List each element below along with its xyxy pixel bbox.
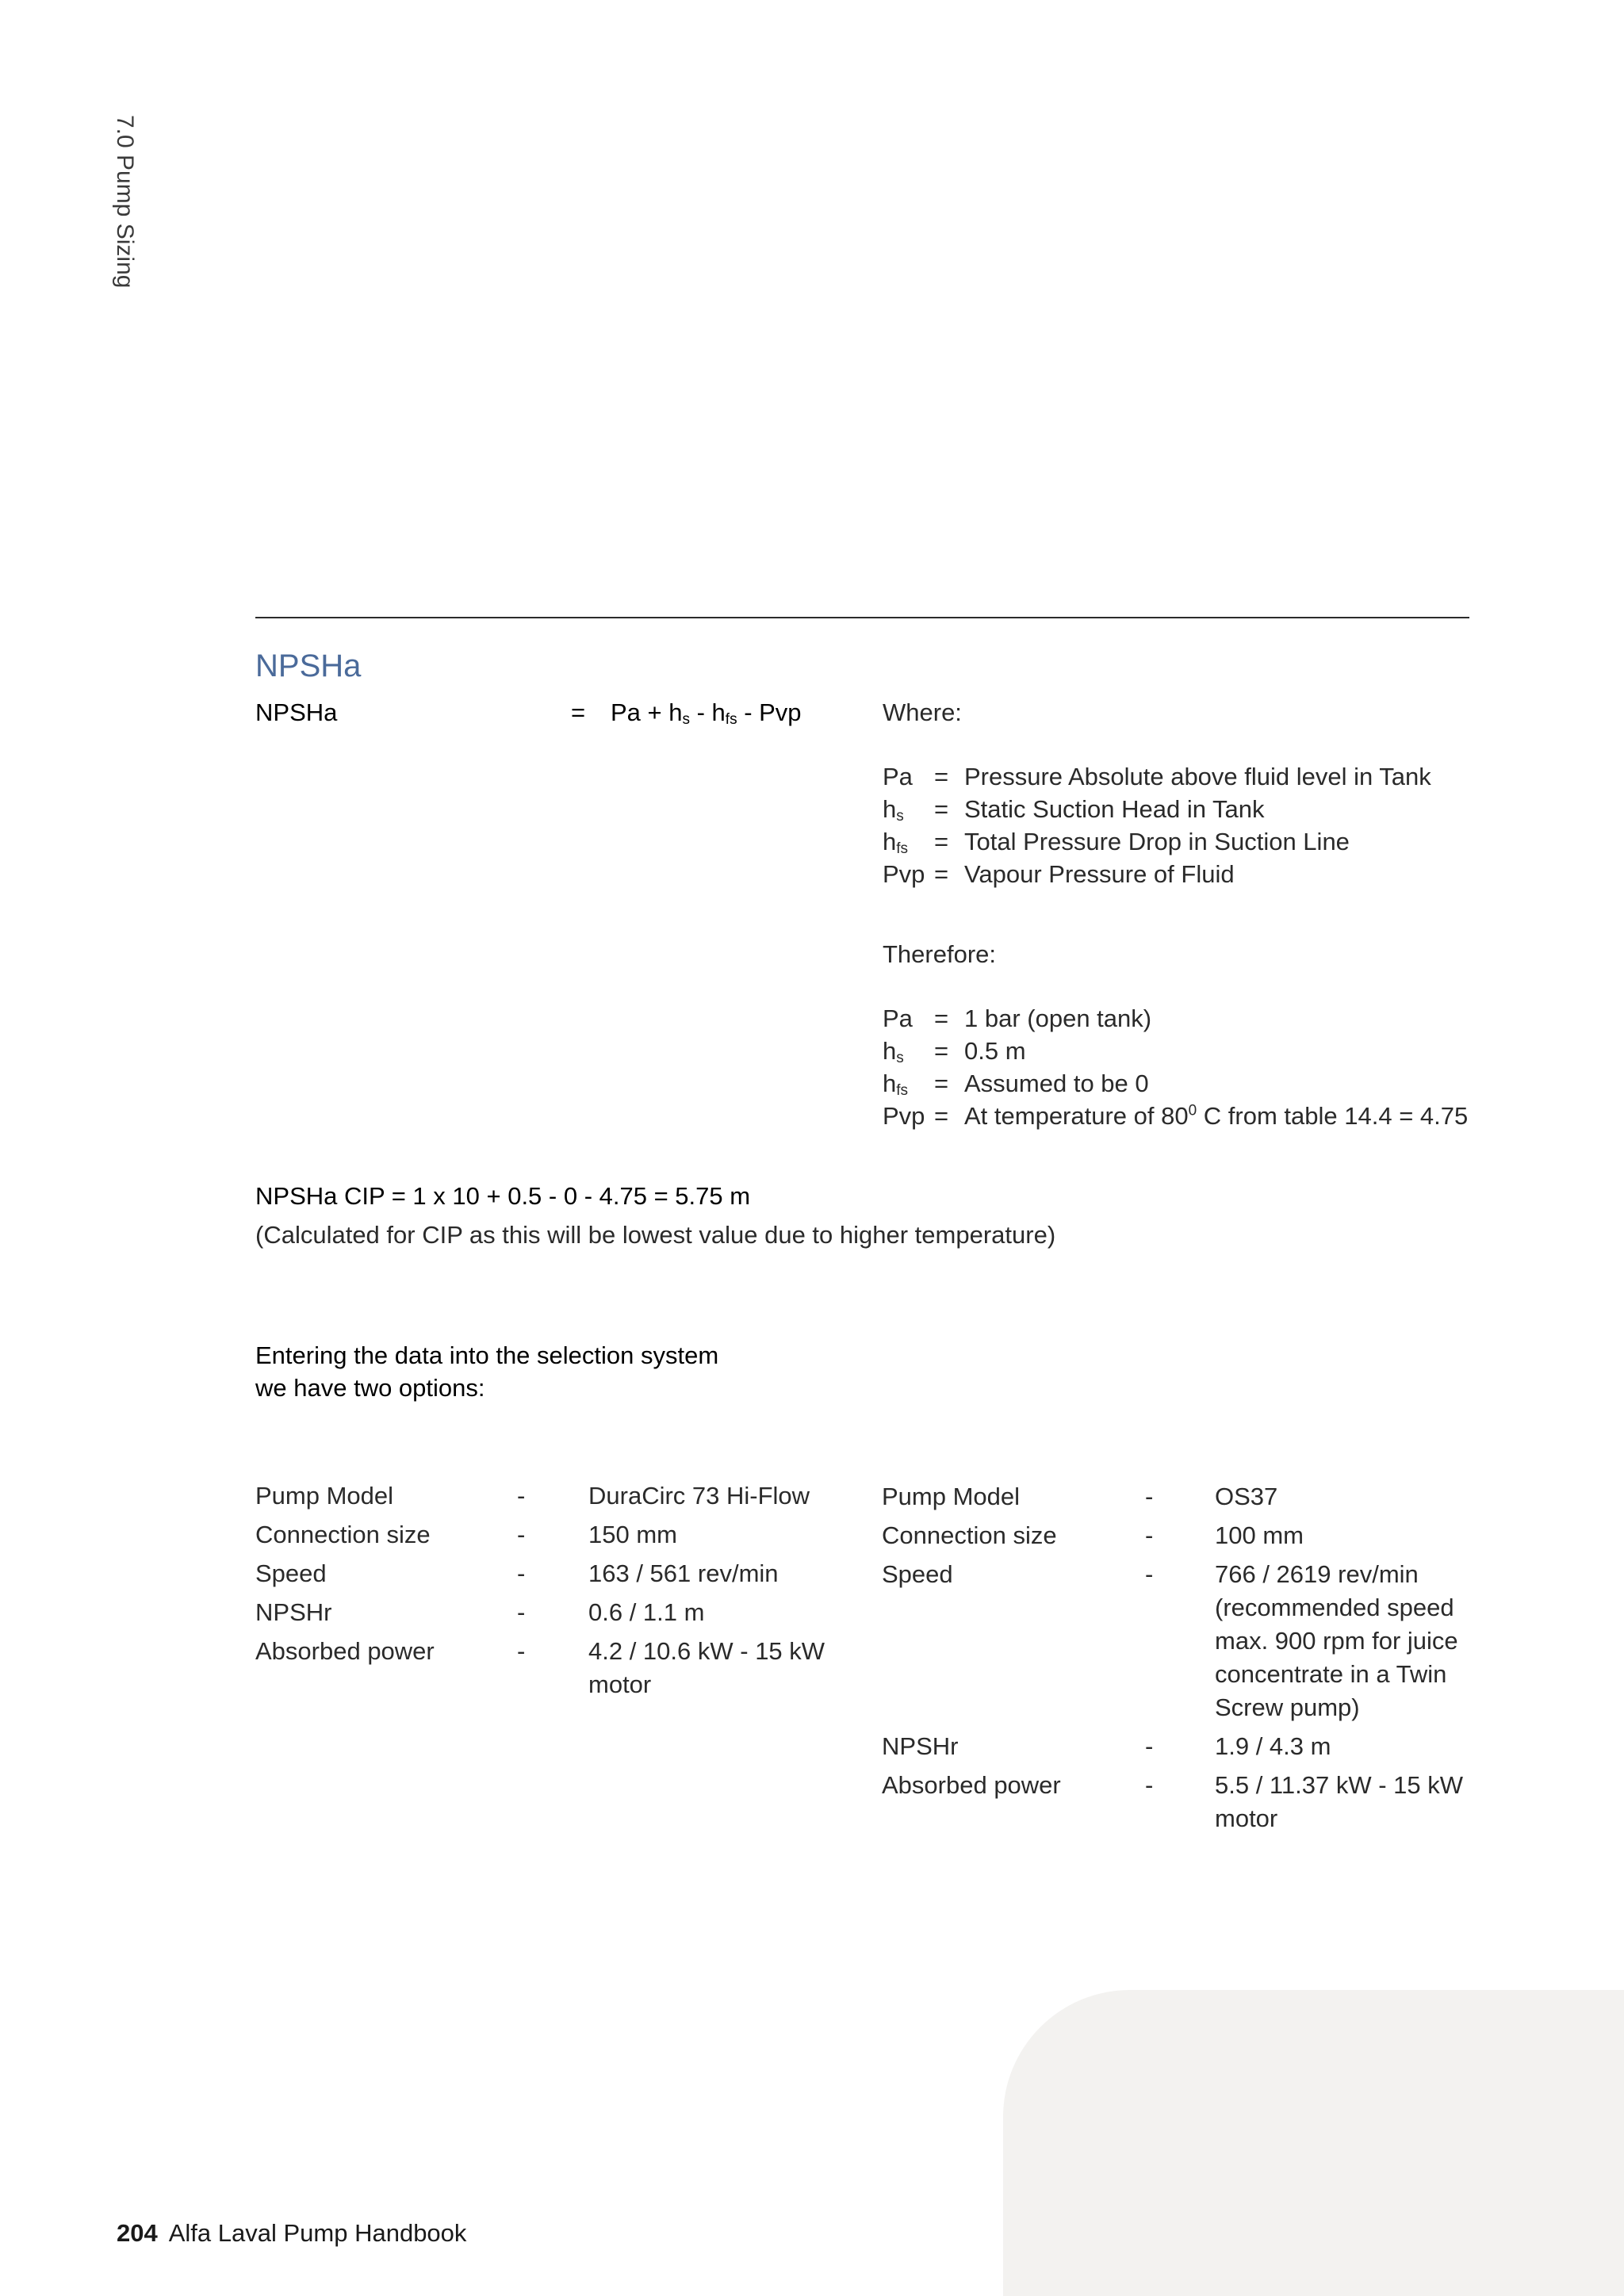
section-title: NPSHa (255, 649, 362, 683)
formula-equals: = (571, 698, 586, 726)
intro-line-2: we have two options: (255, 1374, 485, 1402)
chapter-tab: 7.0 Pump Sizing (112, 115, 138, 289)
page-footer (117, 2219, 466, 2248)
book-title: Alfa Laval Pump Handbook (168, 2219, 467, 2247)
result-note: (Calculated for CIP as this will be lowest value due to higher temperature) (255, 1221, 1056, 1249)
npsha-result: NPSHa CIP = 1 x 10 + 0.5 - 0 - 4.75 = 5.75 m (255, 1182, 751, 1210)
where-label: Where: (883, 698, 962, 726)
corner-decoration (1003, 1990, 1624, 2296)
page-number: 204 (117, 2219, 158, 2247)
therefore-label: Therefore: (883, 940, 997, 968)
section-divider (255, 617, 1469, 618)
intro-line-1: Entering the data into the selection system (255, 1341, 719, 1369)
formula-lhs: NPSHa (255, 698, 338, 726)
formula-rhs: $Pa + h_s - h_{fs}$ - Pvp (611, 698, 802, 728)
